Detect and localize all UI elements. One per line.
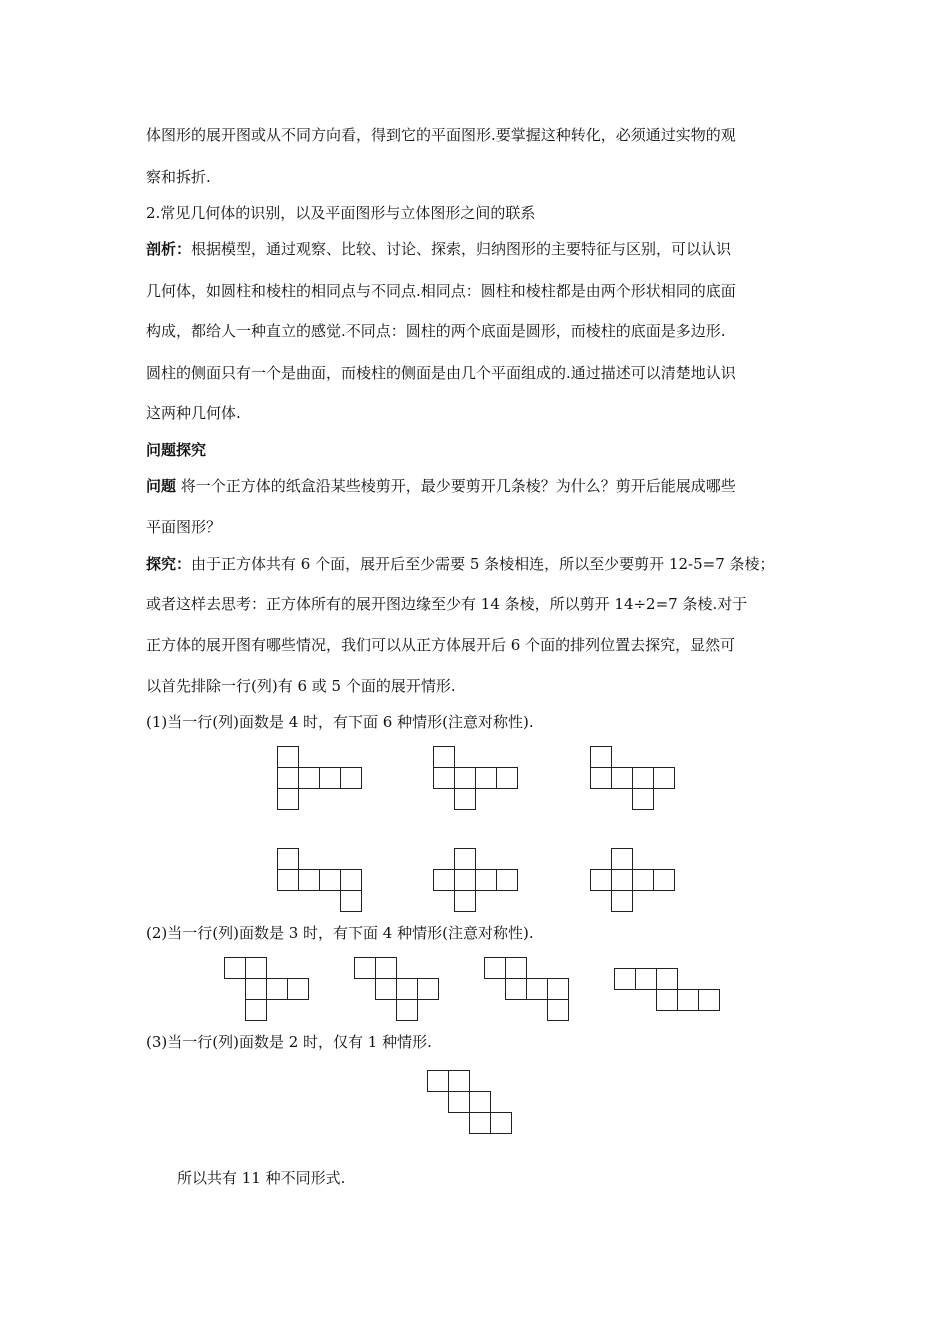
cube-face-square <box>340 767 362 789</box>
cube-face-square <box>505 957 527 979</box>
paragraph-line: 构成，都给人一种直立的感觉.不同点：圆柱的两个底面是圆形，而棱柱的底面是多边形. <box>146 322 726 340</box>
cube-face-square <box>614 968 636 990</box>
cube-face-square <box>454 890 476 912</box>
section-heading: 问题探究 <box>146 441 207 459</box>
cube-face-square <box>490 1112 512 1134</box>
cube-face-square <box>653 767 675 789</box>
cube-face-square <box>448 1070 470 1092</box>
paragraph-line: 剖析：根据模型，通过观察、比较、讨论、探索，归纳图形的主要特征与区别，可以认识 <box>146 240 732 258</box>
cube-face-square <box>611 869 633 891</box>
cube-face-square <box>475 767 497 789</box>
cube-face-square <box>266 978 288 1000</box>
cube-face-square <box>417 978 439 1000</box>
cube-face-square <box>496 767 518 789</box>
cube-face-square <box>396 978 418 1000</box>
cube-face-square <box>454 869 476 891</box>
cube-face-square <box>454 848 476 870</box>
cube-face-square <box>433 767 455 789</box>
cube-face-square <box>433 746 455 768</box>
cube-face-square <box>611 890 633 912</box>
cube-face-square <box>590 767 612 789</box>
paragraph-line: 圆柱的侧面只有一个是曲面，而棱柱的侧面是由几个平面组成的.通过描述可以清楚地认识 <box>146 364 736 382</box>
cube-face-square <box>653 869 675 891</box>
cube-face-square <box>632 788 654 810</box>
cube-face-square <box>632 869 654 891</box>
cube-face-square <box>319 869 341 891</box>
cube-face-square <box>484 957 506 979</box>
cube-face-square <box>319 767 341 789</box>
cube-face-square <box>611 848 633 870</box>
paragraph-line: 几何体，如圆柱和棱柱的相同点与不同点.相同点：圆柱和棱柱都是由两个形状相同的底面 <box>146 282 736 300</box>
cube-face-square <box>277 848 299 870</box>
cube-face-square <box>677 989 699 1011</box>
paragraph-line: 这两种几何体. <box>146 404 241 422</box>
cube-face-square <box>375 957 397 979</box>
cube-face-square <box>526 978 548 1000</box>
cube-face-square <box>656 968 678 990</box>
cube-face-square <box>298 767 320 789</box>
cube-face-square <box>245 978 267 1000</box>
cube-face-square <box>427 1070 449 1092</box>
paragraph-line: (3)当一行(列)面数是 2 时，仅有 1 种情形. <box>146 1033 432 1051</box>
cube-face-square <box>505 978 527 1000</box>
cube-face-square <box>448 1091 470 1113</box>
cube-face-square <box>396 999 418 1021</box>
paragraph-line: 所以共有 11 种不同形式. <box>177 1169 346 1187</box>
cube-face-square <box>340 869 362 891</box>
cube-face-square <box>245 957 267 979</box>
cube-face-square <box>611 767 633 789</box>
cube-face-square <box>590 869 612 891</box>
cube-face-square <box>635 968 657 990</box>
paragraph-line: 体图形的展开图或从不同方向看，得到它的平面图形.要掌握这种转化，必须通过实物的观 <box>146 126 736 144</box>
cube-face-square <box>475 869 497 891</box>
cube-face-square <box>547 978 569 1000</box>
paragraph-line: 察和拆折. <box>146 168 211 186</box>
section-heading: 2.常见几何体的识别，以及平面图形与立体图形之间的联系 <box>146 204 536 222</box>
paragraph-line: (1)当一行(列)面数是 4 时，有下面 6 种情形(注意对称性). <box>146 713 534 731</box>
cube-face-square <box>245 999 267 1021</box>
cube-face-square <box>590 746 612 768</box>
cube-face-square <box>277 869 299 891</box>
paragraph-line: 正方体的展开图有哪些情况，我们可以从正方体展开后 6 个面的排列位置去探究，显然可 <box>146 636 736 654</box>
cube-face-square <box>454 767 476 789</box>
cube-face-square <box>277 746 299 768</box>
cube-face-square <box>496 869 518 891</box>
cube-face-square <box>433 869 455 891</box>
cube-face-square <box>547 999 569 1021</box>
cube-face-square <box>698 989 720 1011</box>
cube-face-square <box>298 869 320 891</box>
paragraph-line: 或者这样去思考：正方体所有的展开图边缘至少有 14 条棱，所以剪开 14÷2=7 条棱.对于 <box>146 595 748 613</box>
cube-face-square <box>469 1112 491 1134</box>
paragraph-line: (2)当一行(列)面数是 3 时，有下面 4 种情形(注意对称性). <box>146 924 534 942</box>
paragraph-line: 以首先排除一行(列)有 6 或 5 个面的展开情形. <box>146 677 456 695</box>
cube-face-square <box>469 1091 491 1113</box>
cube-face-square <box>287 978 309 1000</box>
paragraph-line: 平面图形？ <box>146 518 222 536</box>
cube-face-square <box>277 788 299 810</box>
cube-face-square <box>656 989 678 1011</box>
cube-face-square <box>340 890 362 912</box>
cube-face-square <box>354 957 376 979</box>
cube-face-square <box>454 788 476 810</box>
cube-face-square <box>277 767 299 789</box>
cube-face-square <box>632 767 654 789</box>
cube-face-square <box>375 978 397 1000</box>
paragraph-line: 探究：由于正方体共有 6 个面，展开后至少需要 5 条棱相连，所以至少要剪开 12-5=7 条棱； <box>146 555 775 573</box>
cube-face-square <box>224 957 246 979</box>
paragraph-line: 问题 将一个正方体的纸盒沿某些棱剪开，最少要剪开几条棱？为什么？剪开后能展成哪些 <box>146 477 736 495</box>
